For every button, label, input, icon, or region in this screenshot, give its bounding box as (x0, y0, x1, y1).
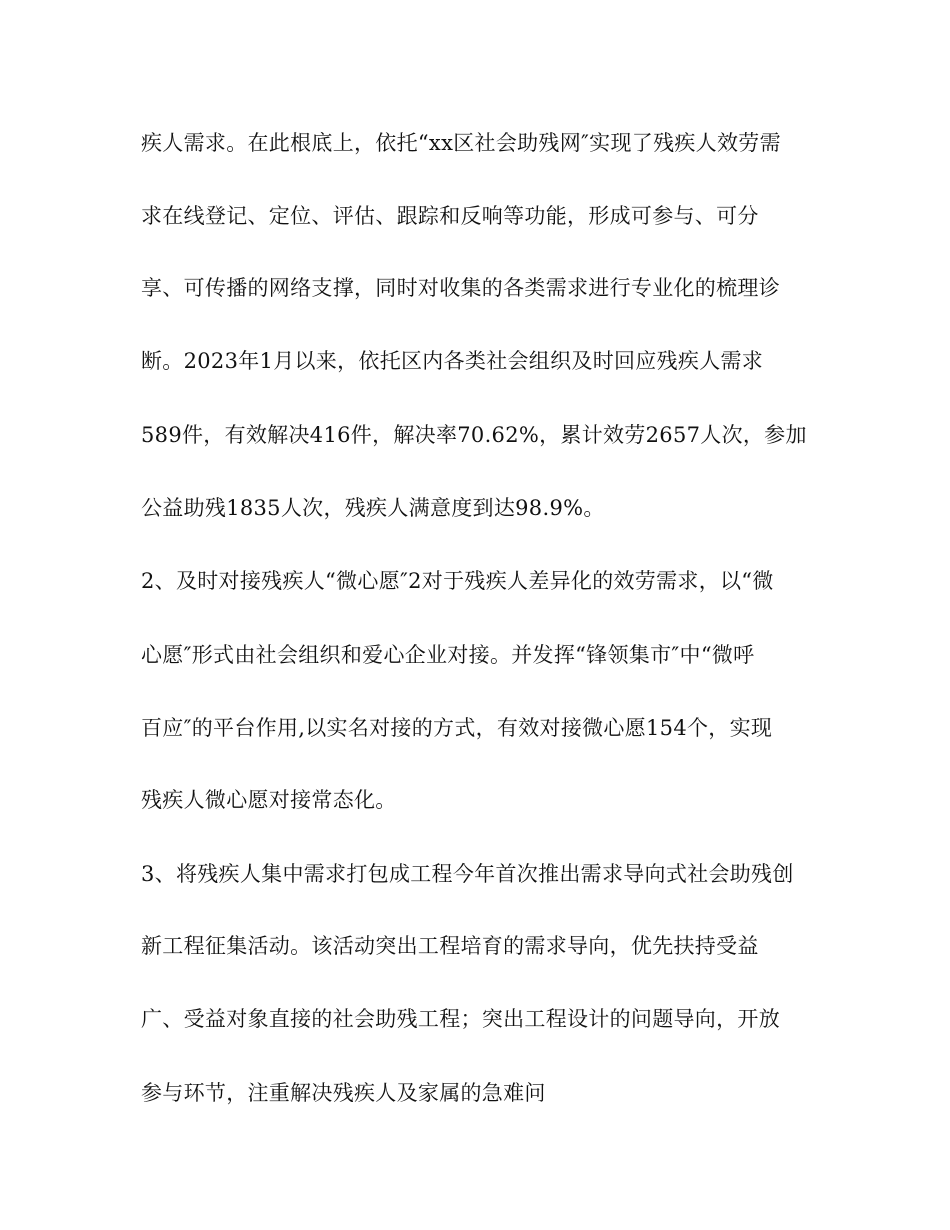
text-line: 享、可传播的网络支撑，同时对收集的各类需求进行专业化的梳理诊 (141, 276, 780, 300)
text-line: 百应″的平台作用,以实名对接的方式，有效对接微心愿154个，实现 (141, 716, 773, 740)
text-line: 疾人需求。在此根底上，依托“xx区社会助残网″实现了残疾人效劳需 (141, 131, 781, 155)
text-line: 3、将残疾人集中需求打包成工程今年首次推出需求导向式社会助残创 (141, 862, 794, 886)
text-line: 广、受益对象直接的社会助残工程；突出工程设计的问题导向，开放 (141, 1007, 780, 1031)
text-line: 2、及时对接残疾人“微心愿″2对于残疾人差异化的效劳需求，以“微 (141, 569, 774, 593)
text-line: 心愿″形式由社会组织和爱心企业对接。并发挥“锋领集市″中“微呼 (141, 643, 755, 667)
text-line: 589件，有效解决416件，解决率70.62%，累计效劳2657人次，参加 (141, 423, 807, 447)
text-line: 求在线登记、定位、评估、跟踪和反响等功能，形成可参与、可分 (141, 204, 759, 228)
text-line: 残疾人微心愿对接常态化。 (141, 788, 397, 812)
text-line: 新工程征集活动。该活动突出工程培育的需求导向，优先扶持受益 (141, 934, 759, 958)
text-line: 公益助残1835人次，残疾人满意度到达98.9%。 (141, 496, 605, 520)
text-line: 断。2023年1月以来，依托区内各类社会组织及时回应残疾人需求 (141, 349, 764, 373)
text-line: 参与环节，注重解决残疾人及家属的急难问 (141, 1081, 546, 1105)
